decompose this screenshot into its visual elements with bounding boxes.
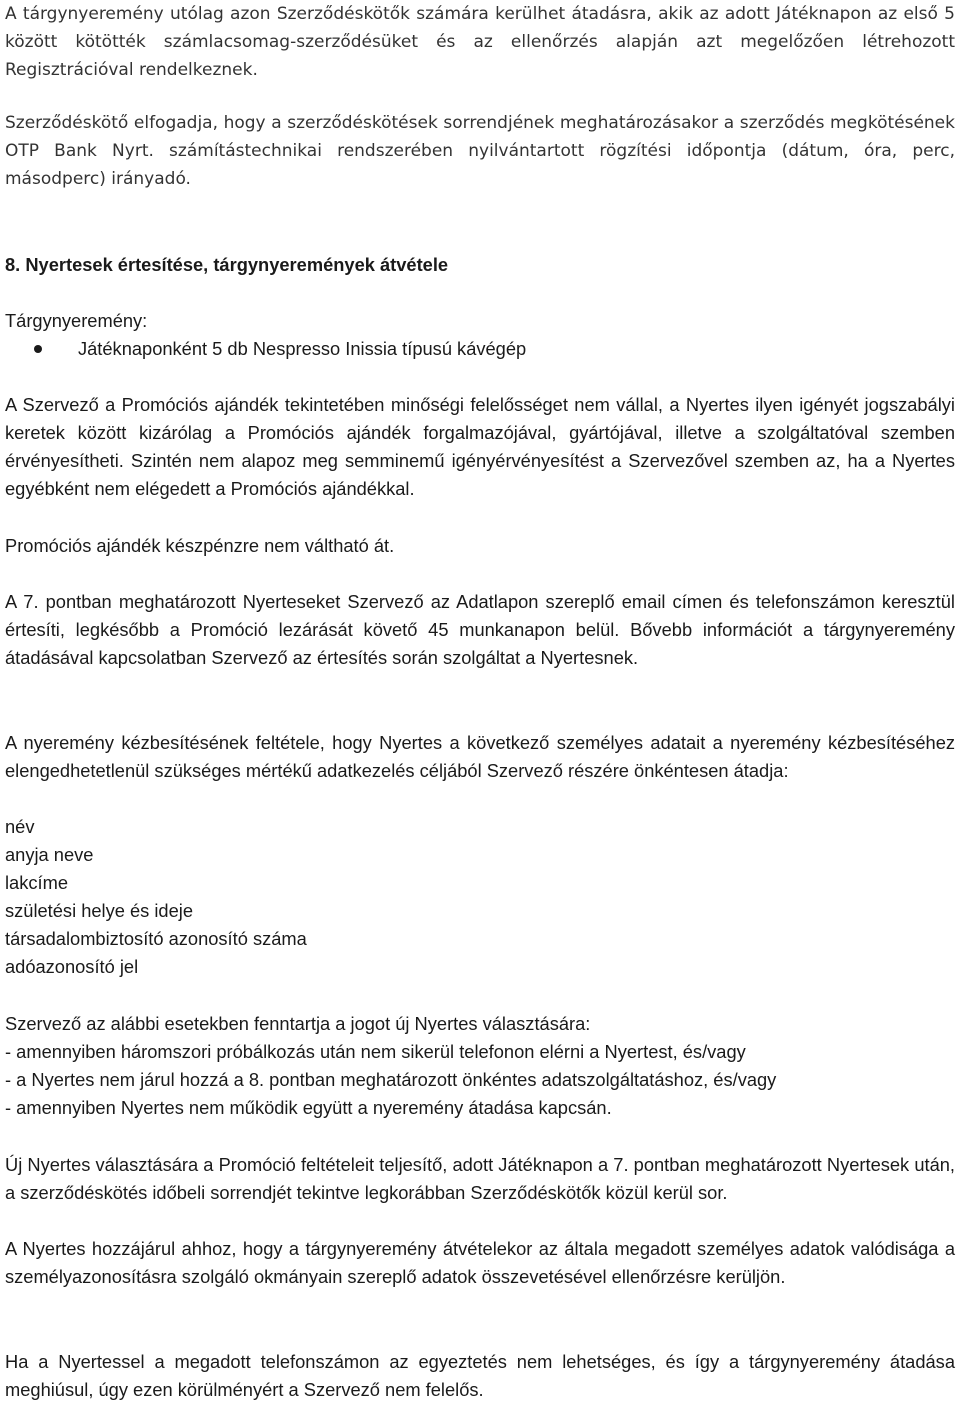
section-heading: 8. Nyertesek értesítése, tárgynyeremények átvétele — [5, 254, 449, 275]
list-item: anyja neve — [5, 844, 94, 865]
paragraph-failed-contact: Ha a Nyertessel a megadott telefonszámon az egyeztetés nem lehetséges, és így a tárgynyeremény átadása meghiúsul, úgy ezen körülményért a Szervező nem felelős. — [5, 1351, 955, 1400]
prize-item-text: Játéknaponként 5 db Nespresso Inissia típusú kávégép — [78, 338, 527, 359]
list-item: - amennyiben Nyertes nem működik együtt a nyeremény átadása kapcsán. — [5, 1097, 612, 1118]
paragraph-new-winner: Szervező az alábbi esetekben fenntartja a jogot új Nyertes választására: — [5, 1013, 591, 1034]
paragraph-new-winner-order: Új Nyertes választására a Promóció feltételeit teljesítő, adott Játéknapon a 7. pontban meghatározott Nyertesek után, a szerződéskötés időbeli sorrendjét tekintve legkorábban Szerződéskötők közül kerül sor. — [5, 1154, 955, 1203]
list-item: név — [5, 816, 35, 837]
paragraph-liability: A Szervező a Promóciós ajándék tekintetében minőségi felelősséget nem vállal, a Nyertes ilyen igényét jogszabályi keretek között kizárólag a Promóciós ajándék forgalmazójával, gyártójával, illetve a szolgáltatóval szemben érvényesítheti. Szintén nem alapoz meg semminemű igényérvényesítést a Szervezővel szemben az, ha a Nyertes egyébként nem elégedett a Promóciós ajándékkal. — [5, 394, 955, 499]
paragraph-delivery-condition: A nyeremény kézbesítésének feltétele, hogy Nyertes a következő személyes adatait a nyeremény kézbesítéséhez elengedhetetlenül szükséges mértékű adatkezelés céljából Szervező részére önkéntesen átadja: — [5, 732, 955, 781]
paragraph-order-rule: Szerződéskötő elfogadja, hogy a szerződéskötések sorrendjének meghatározásakor a szerződés megkötésének OTP Bank Nyrt. számítástechnikai rendszerében nyilvántartott rögzítési időpontja (dátum, óra, perc, másodperc) irányadó. — [5, 113, 955, 189]
list-item: - a Nyertes nem járul hozzá a 8. pontban meghatározott önkéntes adatszolgáltatáshoz, és/vagy — [5, 1069, 777, 1090]
paragraph-identity-check: A Nyertes hozzájárul ahhoz, hogy a tárgynyeremény átvételekor az általa megadott személyes adatok valódisága a személyazonosításra szolgáló okmányain szereplő adatok összevetésével ellenőrzésre kerüljön. — [5, 1238, 955, 1287]
prize-label: Tárgynyeremény: — [5, 310, 148, 331]
list-item: adóazonosító jel — [5, 956, 139, 977]
list-item: - amennyiben háromszori próbálkozás után nem sikerül telefonon elérni a Nyertest, és/vagy — [5, 1041, 746, 1062]
bullet-icon — [34, 345, 42, 353]
list-item: társadalombiztosító azonosító száma — [5, 928, 307, 949]
paragraph-notification: A 7. pontban meghatározott Nyerteseket Szervező az Adatlapon szereplő email címen és telefonszámon keresztül értesíti, legkésőbb a Promóció lezárását követő 45 munkanapon belül. Bővebb információt a tárgynyeremény átadásával kapcsolatban Szervező az értesítés során szolgáltat a Nyertesnek. — [5, 591, 955, 668]
paragraph-no-cash: Promóciós ajándék készpénzre nem váltható át. — [5, 535, 395, 556]
paragraph-prize-eligibility: A tárgynyeremény utólag azon Szerződéskötők számára kerülhet átadásra, akik az adott Játéknapon az első 5 között kötötték számlacsomag-szerződésüket és az ellenőrzés alapján azt megelőzően létrehozott Regisztrációval rendelkeznek. — [5, 4, 955, 80]
list-item: lakcíme — [5, 872, 68, 893]
list-item: születési helye és ideje — [5, 900, 193, 921]
